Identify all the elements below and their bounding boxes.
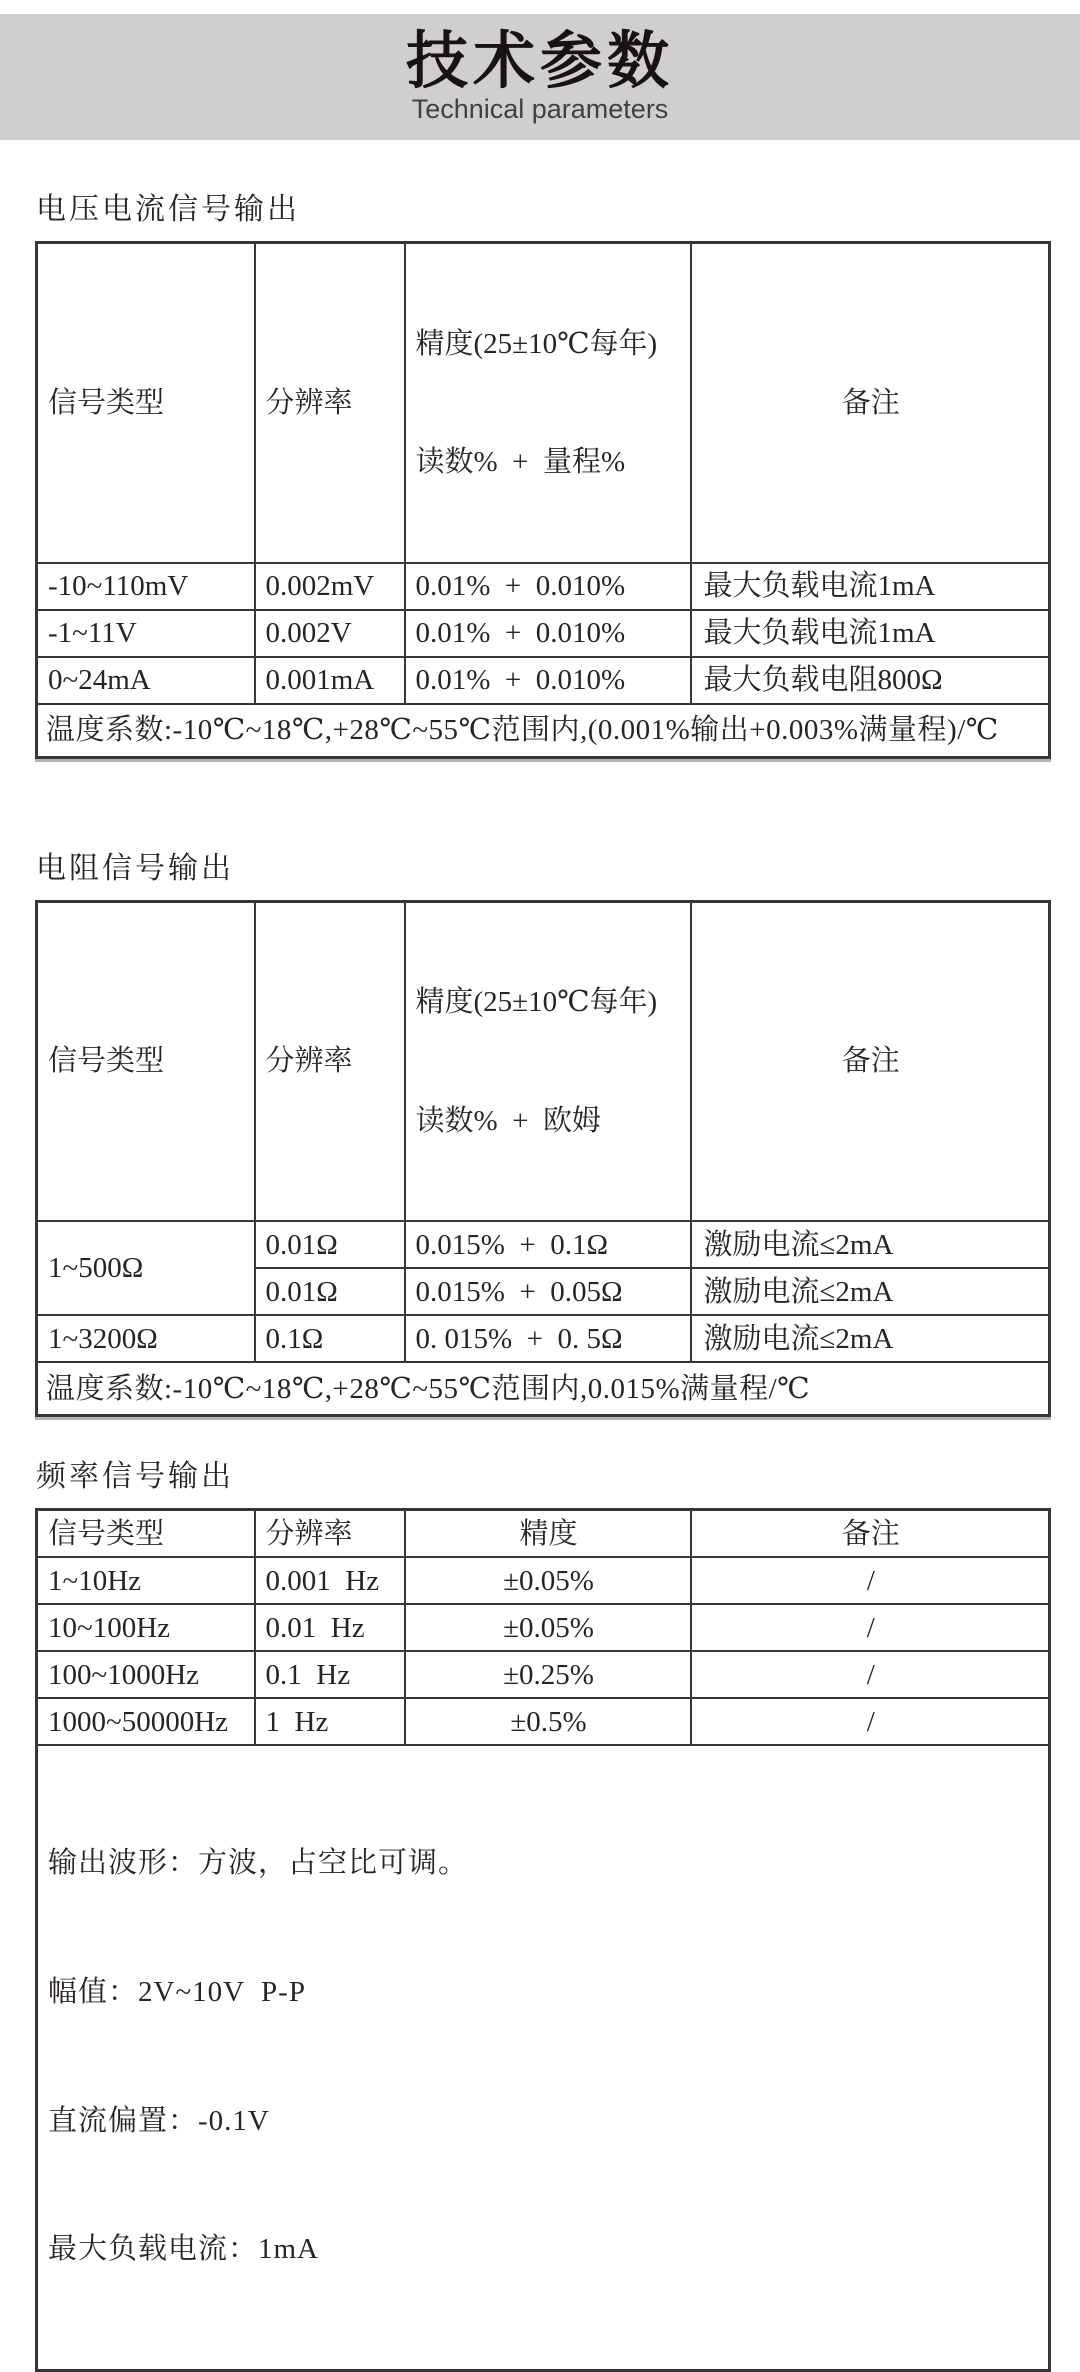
temp-coefficient-row bbox=[37, 1362, 1050, 1416]
accuracy-cell: 0.015% + 0.05Ω bbox=[405, 1268, 691, 1315]
signal-type-header: 信号类型 bbox=[37, 243, 255, 563]
resolution-cell: 0.1 Hz bbox=[255, 1651, 405, 1698]
remark-header: 备注 bbox=[691, 243, 1050, 563]
signal-range-cell: -10~110mV bbox=[37, 563, 255, 610]
remark-cell: 激励电流≤2mA bbox=[691, 1221, 1050, 1268]
accuracy-cell: 0.01% + 0.010% bbox=[405, 563, 691, 610]
remark-cell: 最大负载电流1mA bbox=[691, 563, 1050, 610]
waveform-note-line: 输出波形：方波，占空比可调。 bbox=[48, 1847, 469, 1880]
table-row bbox=[37, 610, 1050, 657]
accuracy-cell: ±0.5% bbox=[405, 1698, 691, 1745]
resolution-cell: 0.001 Hz bbox=[255, 1557, 405, 1604]
accuracy-cell: 0.01% + 0.010% bbox=[405, 610, 691, 657]
signal-range-cell: 1~3200Ω bbox=[37, 1315, 255, 1362]
signal-range-cell: 1000~50000Hz bbox=[37, 1698, 255, 1745]
signal-type-header: 信号类型 bbox=[37, 901, 255, 1221]
temp-coefficient-note: 温度系数:-10℃~18℃,+28℃~55℃范围内,0.015%满量程/℃ bbox=[37, 1362, 1050, 1416]
content bbox=[35, 184, 1048, 2372]
accuracy-header-line2: 读数% + 欧姆 bbox=[415, 1104, 602, 1137]
output-notes-cell bbox=[37, 1745, 1050, 2370]
resolution-header: 分辨率 bbox=[255, 1510, 405, 1558]
accuracy-cell: ±0.05% bbox=[405, 1604, 691, 1651]
resolution-cell: 0.1Ω bbox=[255, 1315, 405, 1362]
resistance-table bbox=[35, 900, 1051, 1418]
amplitude-note-line: 幅值：2V~10V P-P bbox=[48, 1975, 306, 2008]
remark-cell: / bbox=[691, 1557, 1050, 1604]
table-row bbox=[37, 657, 1050, 704]
accuracy-cell: ±0.25% bbox=[405, 1651, 691, 1698]
signal-range-cell: 100~1000Hz bbox=[37, 1651, 255, 1698]
accuracy-header-line1: 精度(25±10℃每年) bbox=[415, 986, 658, 1019]
frequency-table bbox=[35, 1508, 1051, 2372]
table-row bbox=[37, 1315, 1050, 1362]
resolution-cell: 0.01Ω bbox=[255, 1268, 405, 1315]
signal-range-cell: 1~10Hz bbox=[37, 1557, 255, 1604]
resolution-header: 分辨率 bbox=[255, 901, 405, 1221]
voltage-current-table bbox=[35, 241, 1051, 759]
accuracy-header-line1: 精度(25±10℃每年) bbox=[415, 327, 658, 360]
accuracy-cell: ±0.05% bbox=[405, 1557, 691, 1604]
table-row bbox=[37, 1698, 1050, 1745]
resolution-cell: 0.01Ω bbox=[255, 1221, 405, 1268]
accuracy-cell: 0.015% + 0.1Ω bbox=[405, 1221, 691, 1268]
signal-range-cell: -1~11V bbox=[37, 610, 255, 657]
section-title-frequency: 频率信号输出 bbox=[36, 1460, 234, 1494]
table-row bbox=[37, 563, 1050, 610]
remark-cell: 激励电流≤2mA bbox=[691, 1315, 1050, 1362]
page-subtitle: Technical parameters bbox=[411, 94, 669, 125]
table-header-row bbox=[37, 1510, 1050, 1558]
section-title-voltage-current: 电压电流信号输出 bbox=[36, 193, 300, 226]
accuracy-header: 精度 bbox=[405, 1510, 691, 1558]
remark-cell: / bbox=[691, 1604, 1050, 1651]
page-title: 技术参数 bbox=[405, 27, 674, 97]
temp-coefficient-row bbox=[37, 704, 1050, 758]
resolution-cell: 0.002mV bbox=[255, 563, 405, 610]
table-row bbox=[37, 1604, 1050, 1651]
dc-offset-note-line: 直流偏置：-0.1V bbox=[48, 2104, 270, 2137]
remark-cell: / bbox=[691, 1651, 1050, 1698]
output-notes-row bbox=[37, 1745, 1050, 2370]
table-row bbox=[37, 1557, 1050, 1604]
signal-type-header: 信号类型 bbox=[37, 1510, 255, 1558]
signal-range-cell: 0~24mA bbox=[37, 657, 255, 704]
max-load-current-note-line: 最大负载电流：1mA bbox=[48, 2233, 320, 2266]
table-row bbox=[37, 1651, 1050, 1698]
remark-cell: 最大负载电流1mA bbox=[691, 610, 1050, 657]
table-header-row bbox=[37, 901, 1050, 1221]
temp-coefficient-note: 温度系数:-10℃~18℃,+28℃~55℃范围内,(0.001%输出+0.003%满量程)/℃ bbox=[37, 704, 1050, 758]
page-header-banner bbox=[0, 14, 1080, 140]
table-header-row bbox=[37, 243, 1050, 563]
signal-range-cell: 1~500Ω bbox=[37, 1221, 255, 1315]
resolution-cell: 0.01 Hz bbox=[255, 1604, 405, 1651]
accuracy-cell: 0.01% + 0.010% bbox=[405, 657, 691, 704]
resolution-cell: 0.002V bbox=[255, 610, 405, 657]
remark-header: 备注 bbox=[691, 901, 1050, 1221]
accuracy-header-line2: 读数% + 量程% bbox=[415, 446, 626, 479]
resolution-header: 分辨率 bbox=[255, 243, 405, 563]
signal-range-cell: 10~100Hz bbox=[37, 1604, 255, 1651]
remark-cell: / bbox=[691, 1698, 1050, 1745]
section-title-resistance: 电阻信号输出 bbox=[36, 851, 234, 885]
resolution-cell: 1 Hz bbox=[255, 1698, 405, 1745]
resolution-cell: 0.001mA bbox=[255, 657, 405, 704]
accuracy-header bbox=[405, 243, 691, 563]
accuracy-cell: 0. 015% + 0. 5Ω bbox=[405, 1315, 691, 1362]
remark-header: 备注 bbox=[691, 1510, 1050, 1558]
remark-cell: 激励电流≤2mA bbox=[691, 1268, 1050, 1315]
remark-cell: 最大负载电阻800Ω bbox=[691, 657, 1050, 704]
accuracy-header bbox=[405, 901, 691, 1221]
table-row bbox=[37, 1221, 1050, 1268]
